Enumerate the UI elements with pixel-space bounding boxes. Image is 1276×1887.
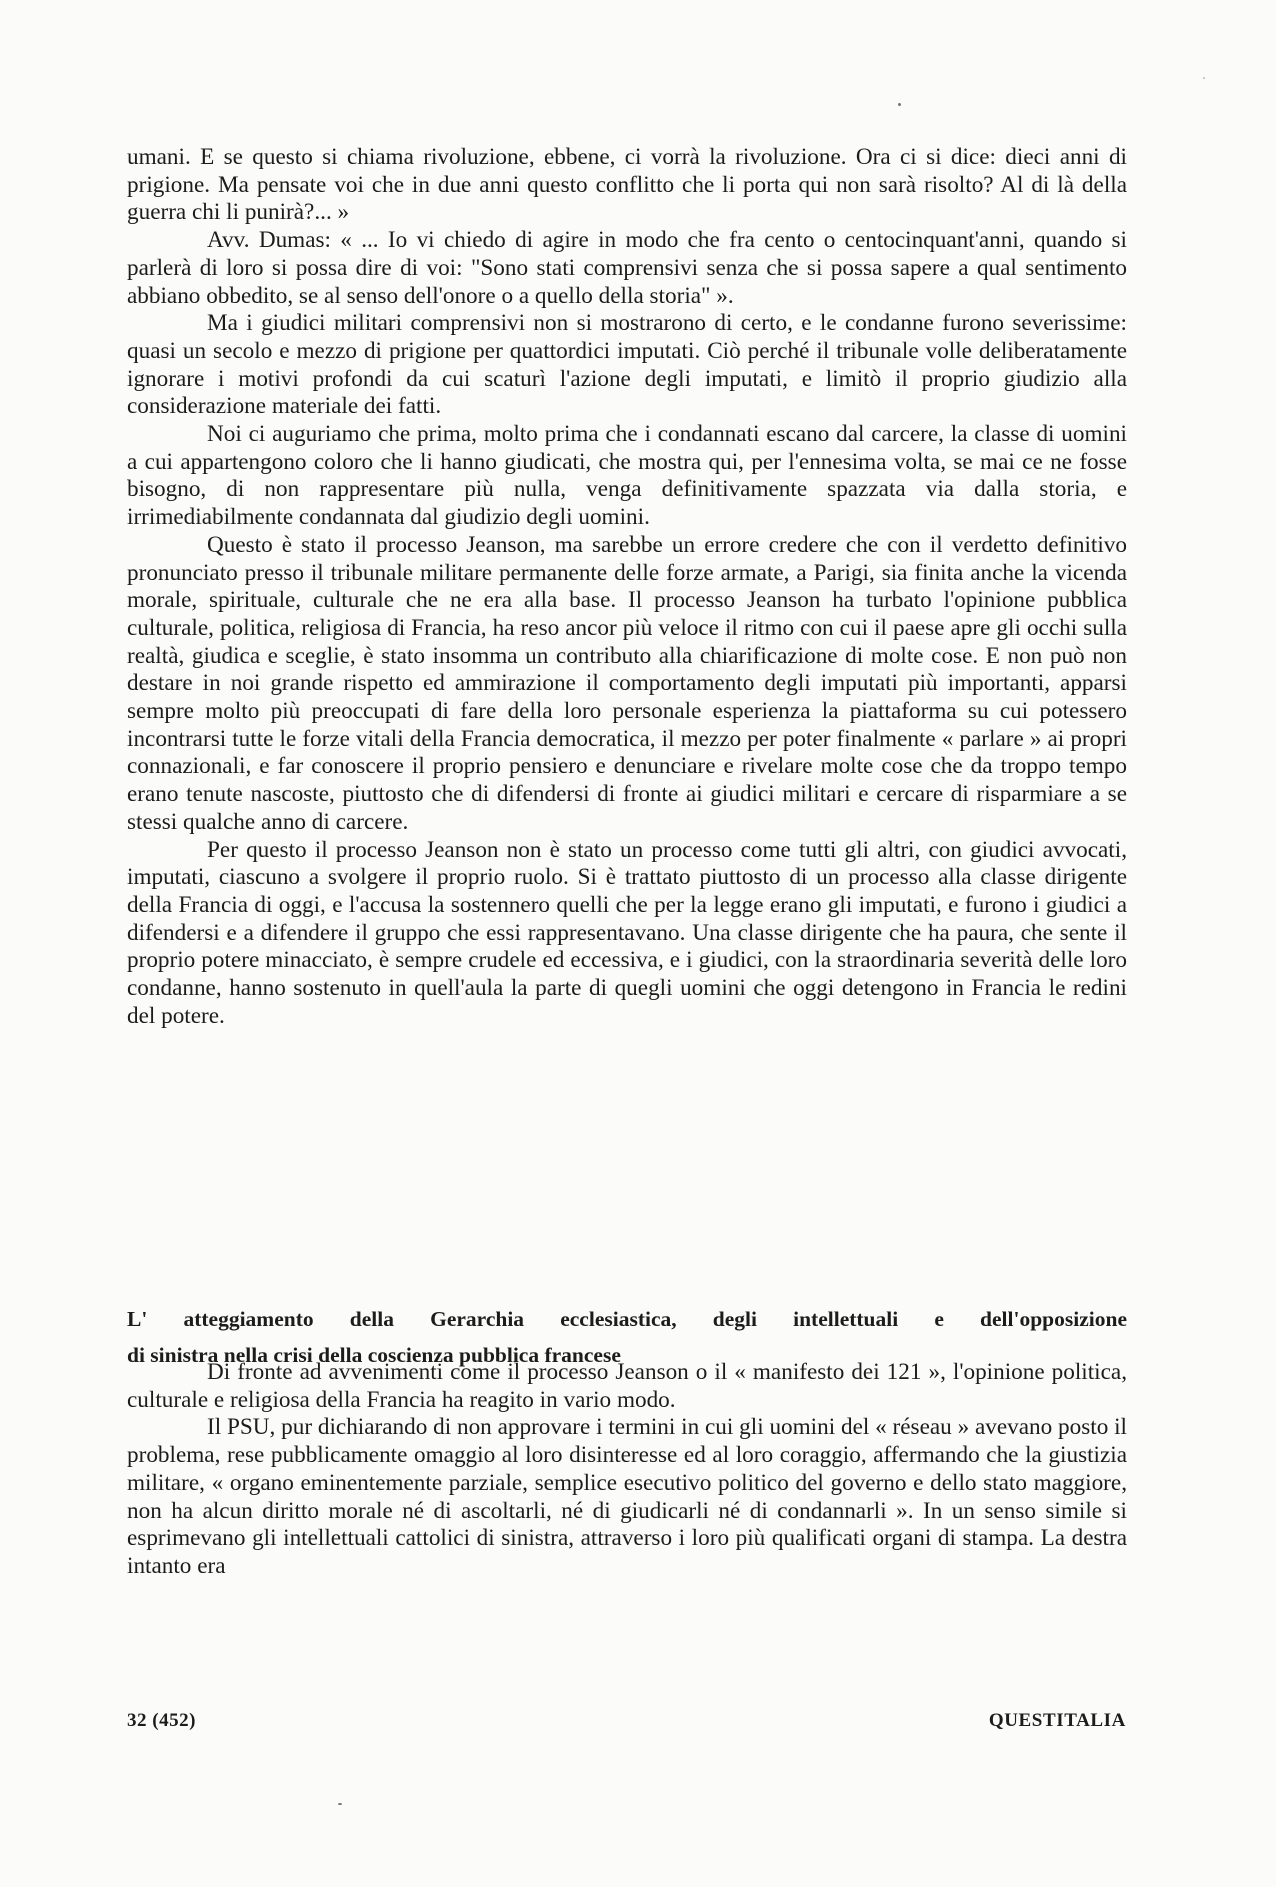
paragraph-ruling-class: Per questo il processo Jeanson non è stato un processo come tutti gli altri, con giudici avvocati, imputati, ciascuno a svolgere il proprio ruolo. Si è trattato piuttosto di un processo alla classe dirigente della Francia di oggi, e l'accusa la sostennero quelli che per la legge erano gli imputati, e furono i giudici a difendersi e a difendere il gruppo che essi rappresentavano. Una classe dirigente che ha paura, che sente il proprio potere minacciato, è sempre crudele ed eccessiva, e i giudici, con la straordinaria severità delle loro condanne, hanno sostenuto in quell'aula la parte di quegli uomini che oggi detengono in Francia le redini del potere.	[127, 836, 1127, 1029]
section-heading-line-2: di sinistra nella crisi della coscienza pubblica francese	[127, 1343, 621, 1367]
paragraph-dumas-quote: Avv. Dumas: « ... Io vi chiedo di agire in modo che fra cento o centocinquant'anni, quando si parlerà di loro si possa dire di voi: "Sono stati comprensivi senza che si possa sapere a qual sentimento abbiano obbedito, se al senso dell'onore o a quello della storia" ».	[127, 227, 1127, 309]
paragraph-jeanson-trial: Questo è stato il processo Jeanson, ma sarebbe un errore credere che con il verdetto definitivo pronunciato presso il tribunale militare permanente delle forze armate, a Parigi, sia finita anche la vicenda morale, spirituale, culturale che ne era alla base. Il processo Jeanson ha turbato l'opinione pubblica culturale, politica, religiosa di Francia, ha reso ancor più veloce il ritmo con cui il paese apre gli occhi sulla realtà, giudica e sceglie, è stato insomma un contributo alla chiarificazione di molte cose. E non può non destare in noi grande rispetto ed ammirazione il comportamento degli imputati più importanti, apparsi sempre molto più preoccupati di fare della loro personale esperienza la piattaforma su cui potessero incontrarsi tutte le forze vitali della Francia democratica, il mezzo per poter finalmente « parlare » ai propri connazionali, e far conoscere il proprio pensiero e denunciare e rivelare molte cose che da troppo tempo erano tenute nascoste, piuttosto che di difendersi di fronte ai giudici militari e cercare di risparmiare a se stessi qualche anno di carcere.	[127, 531, 1127, 835]
page-number: 32 (452)	[127, 1710, 196, 1731]
paragraph-reactions: Di fronte ad avvenimenti come il processo Jeanson o il « manifesto dei 121 », l'opinione politica, culturale e religiosa della Francia ha reagito in vario modo.	[127, 1359, 1127, 1413]
scan-speck	[338, 1803, 342, 1805]
body-text-part-1	[127, 144, 1127, 1031]
body-text-part-2	[127, 1359, 1127, 1581]
paragraph-continuation: umani. E se questo si chiama rivoluzione, ebbene, ci vorrà la rivoluzione. Ora ci si dice: dieci anni di prigione. Ma pensate voi che in due anni questo conflitto che li porta qui non sarà risolto? Al di là della guerra chi li punirà?... »	[127, 144, 1127, 226]
section-heading-line-1: L' atteggiamento della Gerarchia ecclesiastica, degli intellettuali e dell'opposizione	[127, 1307, 1127, 1331]
scan-speck	[1203, 77, 1205, 79]
paragraph-hope: Noi ci auguriamo che prima, molto prima che i condannati escano dal carcere, la classe di uomini a cui appartengono coloro che li hanno giudicati, che mostra qui, per l'ennesima volta, se mai ce ne fosse bisogno, di non rappresentare più nulla, venga definitivamente spazzata via dalla storia, e irrimediabilmente condannata dal giudizio degli uomini.	[127, 421, 1127, 531]
paragraph-sentences: Ma i giudici militari comprensivi non si mostrarono di certo, e le condanne furono severissime: quasi un secolo e mezzo di prigione per quattordici imputati. Ciò perché il tribunale volle deliberatamente ignorare i motivi profondi da cui scaturì l'azione degli imputati, e limitò il proprio giudizio alla considerazione materiale dei fatti.	[127, 310, 1127, 420]
paragraph-psu: Il PSU, pur dichiarando di non approvare i termini in cui gli uomini del « réseau » avevano posto il problema, rese pubblicamente omaggio al loro disinteresse ed al loro coraggio, affermando che la giustizia militare, « organo eminentemente parziale, semplice esecutivo politico del governo e dello stato maggiore, non ha alcun diritto morale né di ascoltarli, né di giudicarli né di condannarli ». In un senso simile si esprimevano gli intellettuali cattolici di sinistra, attraverso i loro più qualificati organi di stampa. La destra intanto era	[127, 1414, 1127, 1579]
journal-name: QUESTITALIA	[988, 1710, 1126, 1731]
scan-speck	[898, 103, 901, 106]
